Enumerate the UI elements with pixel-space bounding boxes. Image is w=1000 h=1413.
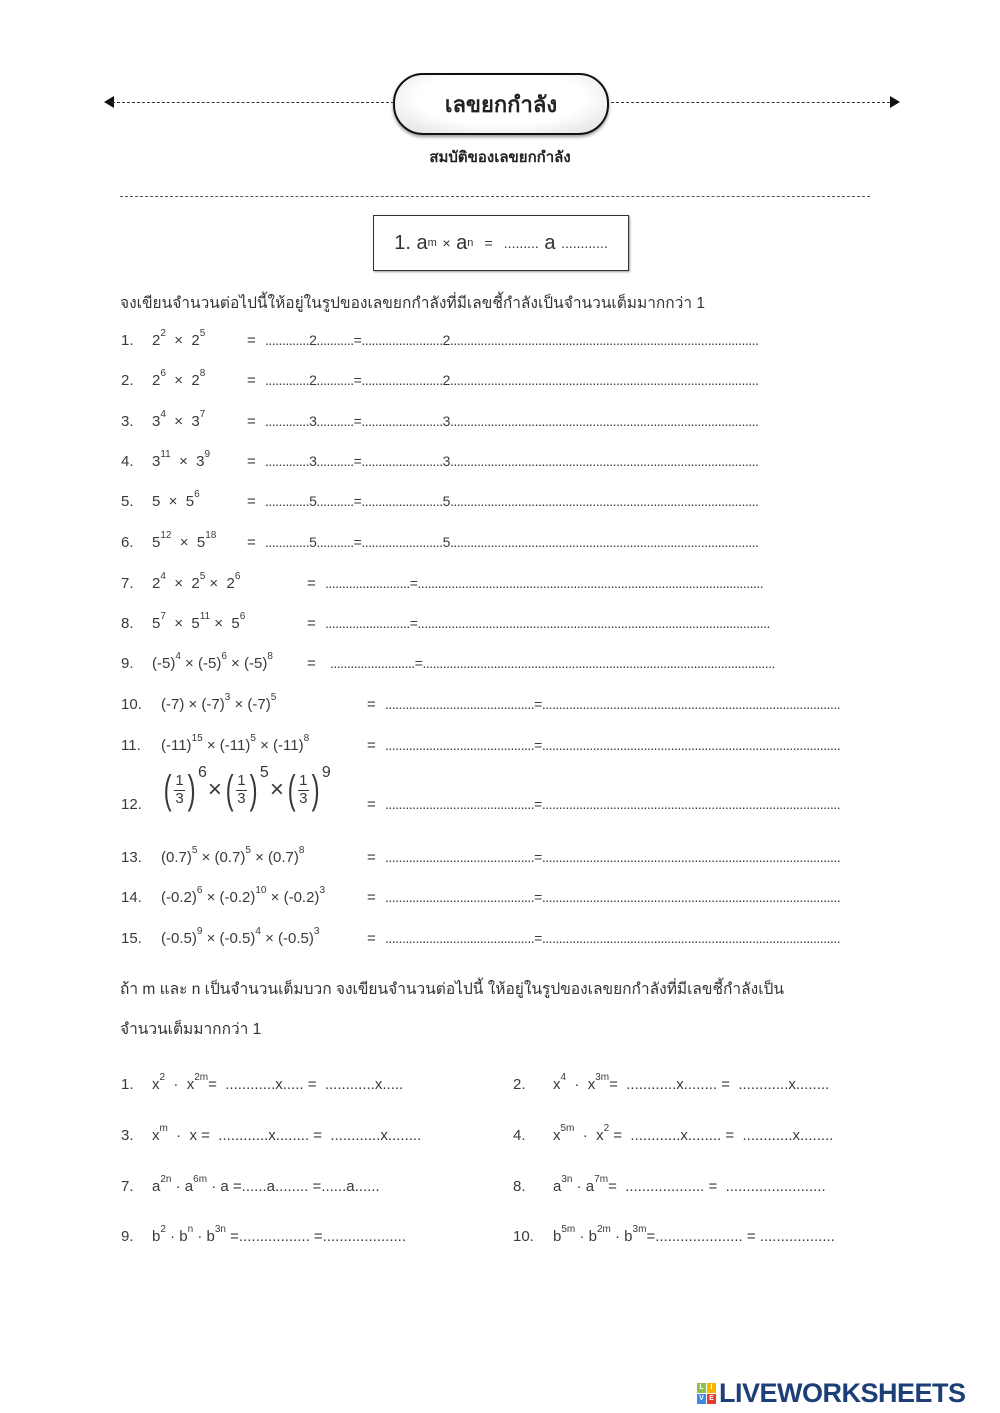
problem-row — [0, 692, 1000, 716]
exponent: 5 — [259, 764, 269, 781]
equals-sign: = — [367, 795, 376, 813]
expression-term: x — [152, 1127, 160, 1144]
fraction-numerator: 1 — [299, 772, 308, 789]
exponent: 4 — [560, 1072, 567, 1083]
left-paren: ( — [287, 768, 296, 812]
exponent: 6 — [239, 611, 246, 622]
problem-number: 12. — [121, 795, 142, 813]
answer-field[interactable]: .........................=........................................................................................................ — [325, 615, 770, 631]
expression-term: 2 — [152, 575, 161, 592]
exponent: 4 — [255, 926, 261, 937]
answer-field[interactable]: ............................................=........................................................................................ — [385, 737, 841, 753]
equals-sign: = — [307, 614, 316, 632]
expression-term: · x — [574, 1127, 604, 1144]
expression-term: 3 — [191, 413, 200, 430]
expression-term: (-5) — [152, 655, 176, 672]
expression-term: 5 — [231, 615, 240, 632]
problem-number: 11. — [121, 736, 141, 754]
problem-expression[interactable] — [152, 1072, 404, 1093]
problem-row — [0, 530, 1000, 554]
expression-term: = ............x........ = ............x........ — [609, 1127, 834, 1144]
logo-icon-letter: V — [697, 1394, 706, 1404]
expression-term: · b — [165, 1228, 188, 1245]
expression-term: (-0.2) — [161, 889, 197, 906]
expression-term: b — [553, 1228, 562, 1245]
exponent: 3n — [561, 1174, 573, 1185]
logo-icon-letter: E — [707, 1394, 716, 1404]
answer-field[interactable]: ............................................=........................................................................................ — [385, 696, 841, 712]
problem-row — [0, 368, 1000, 392]
expression-term: (-0.2) — [283, 889, 320, 906]
problem-expression — [152, 368, 206, 389]
page-title: เลขยกกำลัง — [393, 73, 609, 135]
expression-term: × — [202, 930, 220, 947]
expression-term: (-11) — [273, 737, 304, 754]
problem-row — [0, 449, 1000, 473]
problem-number: 4. — [121, 452, 134, 470]
problem-expression[interactable] — [152, 1123, 422, 1144]
exponent: 11 — [199, 611, 211, 622]
problem-number: 3. — [121, 412, 134, 430]
expression-term: × — [260, 930, 279, 947]
problem-expression — [161, 733, 310, 754]
expression-term: (-5) — [244, 655, 268, 672]
problem-number: 7. — [121, 574, 134, 592]
problem-number: 7. — [121, 1177, 134, 1195]
expression-term: × — [165, 332, 192, 349]
right-paren: ) — [249, 768, 258, 812]
problem-expression — [152, 530, 217, 551]
rule-blank[interactable]: ......... — [503, 235, 539, 251]
problem-expression — [152, 328, 206, 349]
problem-expression[interactable] — [152, 1174, 380, 1195]
exponent: 6 — [196, 885, 203, 896]
exponent: 5 — [250, 733, 256, 744]
equals-sign: = — [367, 695, 376, 713]
expression-term: × — [230, 696, 248, 713]
fraction — [174, 773, 184, 807]
fraction-denominator: 3 — [175, 789, 184, 807]
answer-field[interactable]: .............2...........=........................2........................................................................................... — [265, 332, 759, 348]
expression-term: 3 — [196, 453, 205, 470]
rule-exponent: m — [427, 237, 437, 249]
exponent: 6 — [160, 368, 166, 379]
expression-term: · a — [572, 1178, 595, 1195]
answer-field[interactable]: .............5...........=........................5........................................................................................... — [265, 534, 759, 550]
exponent: 8 — [267, 651, 273, 662]
exponent: 6 — [198, 764, 207, 781]
page-subtitle: สมบัติของเลขยกกำลัง — [429, 149, 571, 166]
expression-term: · b — [575, 1228, 597, 1245]
problem-number: 3. — [121, 1126, 134, 1144]
expression-term: · a =......a........ =......a...... — [207, 1178, 380, 1195]
expression-term: x — [553, 1076, 561, 1093]
problem-expression — [152, 409, 206, 430]
exponent: 2 — [603, 1123, 610, 1134]
problem-row — [0, 733, 1000, 757]
expression-term: 3 — [152, 453, 161, 470]
exponent: 15 — [191, 733, 203, 744]
problem-expression — [161, 692, 277, 713]
expression-term: · b — [193, 1228, 215, 1245]
expression-term: × — [202, 889, 220, 906]
exponent: 3n — [214, 1224, 226, 1235]
answer-field[interactable]: ............................................=........................................................................................ — [385, 849, 841, 865]
rule-base: a — [416, 231, 428, 254]
expression-term: = ............x........ = ............x........ — [609, 1076, 830, 1093]
section2-instruction-cont: จำนวนเต็มมากกว่า 1 — [120, 1021, 262, 1038]
exponent: 18 — [205, 530, 217, 541]
equals-sign: = — [367, 888, 376, 906]
exponent: 3 — [224, 692, 231, 703]
problem-number: 15. — [121, 929, 142, 947]
exponent: 6 — [221, 651, 227, 662]
expression-term: (-5) — [198, 655, 222, 672]
problem-row — [0, 571, 1000, 595]
problem-row — [0, 885, 1000, 909]
problem-row — [513, 1123, 833, 1147]
exponent: 5 — [199, 571, 206, 582]
expression-term: 5 — [196, 534, 206, 551]
expression-term: 5 — [191, 615, 200, 632]
problem-number: 1. — [121, 331, 134, 349]
rule-blank[interactable]: ............ — [561, 235, 608, 251]
rule-equals: = — [484, 235, 493, 251]
problem-expression — [152, 571, 241, 592]
problem-number: 6. — [121, 533, 134, 551]
fraction-numerator: 1 — [175, 772, 184, 789]
problem-expression[interactable] — [553, 1123, 834, 1144]
problem-row — [0, 764, 1000, 816]
problem-expression — [152, 489, 200, 510]
equals-sign: = — [247, 452, 256, 470]
liveworksheets-logo — [697, 1378, 966, 1409]
equals-sign: = — [247, 533, 256, 551]
problem-row — [0, 845, 1000, 869]
expression-term: (-0.5) — [278, 930, 314, 947]
answer-field[interactable]: .........................=...................................................................................................... — [325, 575, 764, 591]
problem-row — [121, 1123, 421, 1147]
left-paren: ( — [225, 768, 234, 812]
exponent: 12 — [160, 530, 172, 541]
problem-number: 2. — [121, 371, 134, 389]
problem-number: 5. — [121, 492, 134, 510]
problem-number: 8. — [121, 614, 134, 632]
problem-expression — [161, 885, 325, 906]
expression-term: (0.7) — [214, 849, 246, 866]
problem-expression[interactable] — [553, 1174, 826, 1195]
expression-term: × — [205, 575, 227, 592]
expression-term: (-7) — [247, 696, 271, 713]
expression-term: × — [250, 849, 269, 866]
problem-row — [0, 611, 1000, 635]
fraction — [298, 773, 308, 807]
expression-term: b — [152, 1228, 161, 1245]
answer-field[interactable]: ............................................=........................................................................................ — [385, 930, 841, 946]
left-paren: ( — [163, 768, 172, 812]
problem-number: 9. — [121, 654, 134, 672]
rule-base: a — [544, 231, 556, 254]
answer-field[interactable]: ............................................=........................................................................................ — [385, 796, 841, 812]
exponent: 9 — [321, 764, 331, 781]
divider — [120, 196, 870, 197]
exponent: 2 — [160, 1224, 166, 1235]
expression-term: (-0.5) — [161, 930, 197, 947]
problem-expression — [152, 611, 246, 632]
expression-term: × — [266, 889, 284, 906]
exponent: 8 — [199, 368, 206, 379]
exponent: 2m — [596, 1224, 611, 1235]
expression-term: a — [553, 1178, 562, 1195]
expression-term: (0.7) — [268, 849, 299, 866]
expression-term: 5 × 5 — [152, 493, 195, 510]
exponent: 5m — [560, 1123, 575, 1134]
problem-row — [513, 1224, 835, 1248]
expression-term: × — [165, 413, 192, 430]
expression-term: × — [165, 615, 192, 632]
expression-term: 2 — [191, 332, 200, 349]
times-sign: × — [207, 776, 222, 803]
problem-number: 4. — [513, 1126, 526, 1144]
logo-text: LIVEWORKSHEETS — [719, 1378, 966, 1408]
answer-field[interactable]: .............3...........=........................3........................................................................................... — [265, 453, 759, 469]
exponent: 3 — [319, 885, 325, 896]
exponent: 2m — [194, 1072, 209, 1083]
expression-term: (-0.2) — [219, 889, 256, 906]
problem-expression — [161, 926, 320, 947]
expression-term: · x — [566, 1076, 596, 1093]
problem-row — [0, 409, 1000, 433]
expression-term: 2 — [226, 575, 235, 592]
expression-term: (-0.5) — [219, 930, 256, 947]
expression-term: a — [152, 1178, 161, 1195]
exponent: 5 — [199, 328, 206, 339]
exponent: 6 — [194, 489, 200, 500]
exponent: 3m — [632, 1224, 647, 1235]
logo-icon-letter: L — [697, 1383, 706, 1393]
exponent: 2 — [160, 328, 166, 339]
header-dashed-line-right — [606, 102, 890, 103]
expression-term: = ............x..... = ............x..... — [208, 1076, 404, 1093]
expression-term: = ................... = ........................ — [608, 1178, 826, 1195]
answer-field[interactable]: .............2...........=........................2........................................................................................... — [265, 372, 759, 388]
problem-row — [0, 926, 1000, 950]
exponent: 8 — [303, 733, 310, 744]
problem-expression — [161, 845, 305, 866]
expression-term: (0.7) — [161, 849, 192, 866]
equals-sign: = — [367, 848, 376, 866]
equals-sign: = — [247, 371, 256, 389]
exponent: 5 — [245, 845, 251, 856]
exponent: 9 — [204, 449, 211, 460]
problem-number: 9. — [121, 1227, 134, 1245]
times-sign: × — [269, 776, 284, 803]
problem-number: 8. — [513, 1177, 526, 1195]
expression-term: =..................... = .................. — [646, 1228, 835, 1245]
rule-number: 1. — [394, 231, 411, 254]
expression-term: 2 — [191, 372, 200, 389]
problem-row — [0, 489, 1000, 513]
fraction — [236, 773, 246, 807]
answer-field[interactable]: .............5...........=........................5........................................................................................... — [265, 493, 759, 509]
exponent: 2 — [159, 1072, 166, 1083]
expression-term: · a — [171, 1178, 194, 1195]
problem-row — [513, 1174, 826, 1198]
problem-number: 1. — [121, 1075, 134, 1093]
problem-row — [121, 1072, 403, 1096]
expression-term: 3 — [152, 413, 161, 430]
rule-exponent: n — [467, 237, 474, 249]
problem-expression[interactable] — [553, 1072, 830, 1093]
expression-term: x — [553, 1127, 561, 1144]
problem-expression[interactable] — [553, 1224, 835, 1245]
problem-row — [0, 651, 1000, 675]
fraction-numerator: 1 — [237, 772, 246, 789]
expression-term: × — [210, 615, 232, 632]
exponent: 7 — [160, 611, 166, 622]
problem-number: 14. — [121, 888, 142, 906]
exponent: 6m — [193, 1174, 208, 1185]
expression-term: × — [165, 372, 192, 389]
expression-term: (-11) — [219, 737, 251, 754]
expression-term: × — [197, 849, 215, 866]
expression-term: 2 — [152, 372, 161, 389]
exponent: 10 — [255, 885, 267, 896]
problem-row — [121, 1224, 406, 1248]
expression-term: × — [171, 534, 197, 551]
exponent: 5 — [191, 845, 198, 856]
equals-sign: = — [247, 331, 256, 349]
problem-row — [121, 1174, 380, 1198]
rule-base: a — [456, 231, 468, 254]
problem-expression[interactable] — [152, 1224, 407, 1245]
exponent: 7 — [199, 409, 206, 420]
fraction-denominator: 3 — [237, 789, 246, 807]
exponent: 4 — [160, 571, 166, 582]
right-arrow-icon — [890, 96, 900, 108]
exponent: 6 — [234, 571, 241, 582]
problem-expression — [161, 764, 331, 812]
equals-sign: = — [247, 412, 256, 430]
right-paren: ) — [187, 768, 196, 812]
equals-sign: = — [367, 929, 376, 947]
expression-term: =................. =.................... — [225, 1228, 407, 1245]
section1-instruction: จงเขียนจำนวนต่อไปนี้ให้อยู่ในรูปของเลขยกกำลังที่มีเลขชี้กำลังเป็นจำนวนเต็มมากกว่า 1 — [120, 295, 706, 312]
expression-term: (-11) — [161, 737, 192, 754]
expression-term: × — [165, 575, 192, 592]
liveworksheets-logo-icon — [697, 1383, 716, 1404]
exponent: 3m — [595, 1072, 610, 1083]
expression-term: · b — [610, 1228, 633, 1245]
right-paren: ) — [311, 768, 320, 812]
rule-times: × — [442, 235, 451, 251]
fraction-denominator: 3 — [299, 789, 308, 807]
logo-icon-letter: I — [707, 1383, 716, 1393]
exponent: 5 — [270, 692, 277, 703]
expression-term: (-7) × (-7) — [161, 696, 225, 713]
header-dashed-line-left — [112, 102, 394, 103]
exponent: 8 — [298, 845, 305, 856]
exponent-rule-box — [373, 215, 629, 271]
expression-term: × — [170, 453, 197, 470]
answer-field[interactable]: .............3...........=........................3........................................................................................... — [265, 413, 759, 429]
exponent: 4 — [160, 409, 166, 420]
problem-row — [0, 328, 1000, 352]
exponent: m — [159, 1123, 168, 1134]
expression-term: · x = ............x........ = ............x........ — [167, 1127, 422, 1144]
exponent: 4 — [175, 651, 181, 662]
expression-term: × — [180, 655, 198, 672]
problem-expression — [152, 651, 273, 672]
equals-sign: = — [307, 654, 316, 672]
equals-sign: = — [367, 736, 376, 754]
problem-row — [513, 1072, 829, 1096]
problem-number: 13. — [121, 848, 142, 866]
answer-field[interactable]: ............................................=........................................................................................ — [385, 889, 841, 905]
problem-number: 2. — [513, 1075, 526, 1093]
exponent: 7m — [594, 1174, 609, 1185]
exponent: n — [187, 1224, 194, 1235]
expression-term: 2 — [191, 575, 200, 592]
exponent: 2n — [160, 1174, 172, 1185]
expression-term: 5 — [152, 615, 161, 632]
equals-sign: = — [247, 492, 256, 510]
exponent: 11 — [160, 449, 171, 460]
answer-field[interactable]: .........................=........................................................................................................ — [330, 655, 775, 671]
problem-number: 10. — [121, 695, 142, 713]
exponent: 9 — [196, 926, 203, 937]
expression-term: × — [255, 737, 274, 754]
expression-term: 5 — [152, 534, 161, 551]
problem-number: 10. — [513, 1227, 534, 1245]
expression-term: x — [152, 1076, 160, 1093]
expression-term: 2 — [152, 332, 161, 349]
section2-instruction: ถ้า m และ n เป็นจำนวนเต็มบวก จงเขียนจำนวนต่อไปนี้ ให้อยู่ในรูปของเลขยกกำลังที่มีเลขชี้กำลังเป็น — [120, 981, 784, 998]
problem-expression — [152, 449, 211, 470]
expression-term: · x — [165, 1076, 195, 1093]
expression-term: × — [202, 737, 220, 754]
equals-sign: = — [307, 574, 316, 592]
exponent: 5m — [561, 1224, 576, 1235]
exponent: 3 — [313, 926, 320, 937]
expression-term: × — [226, 655, 244, 672]
